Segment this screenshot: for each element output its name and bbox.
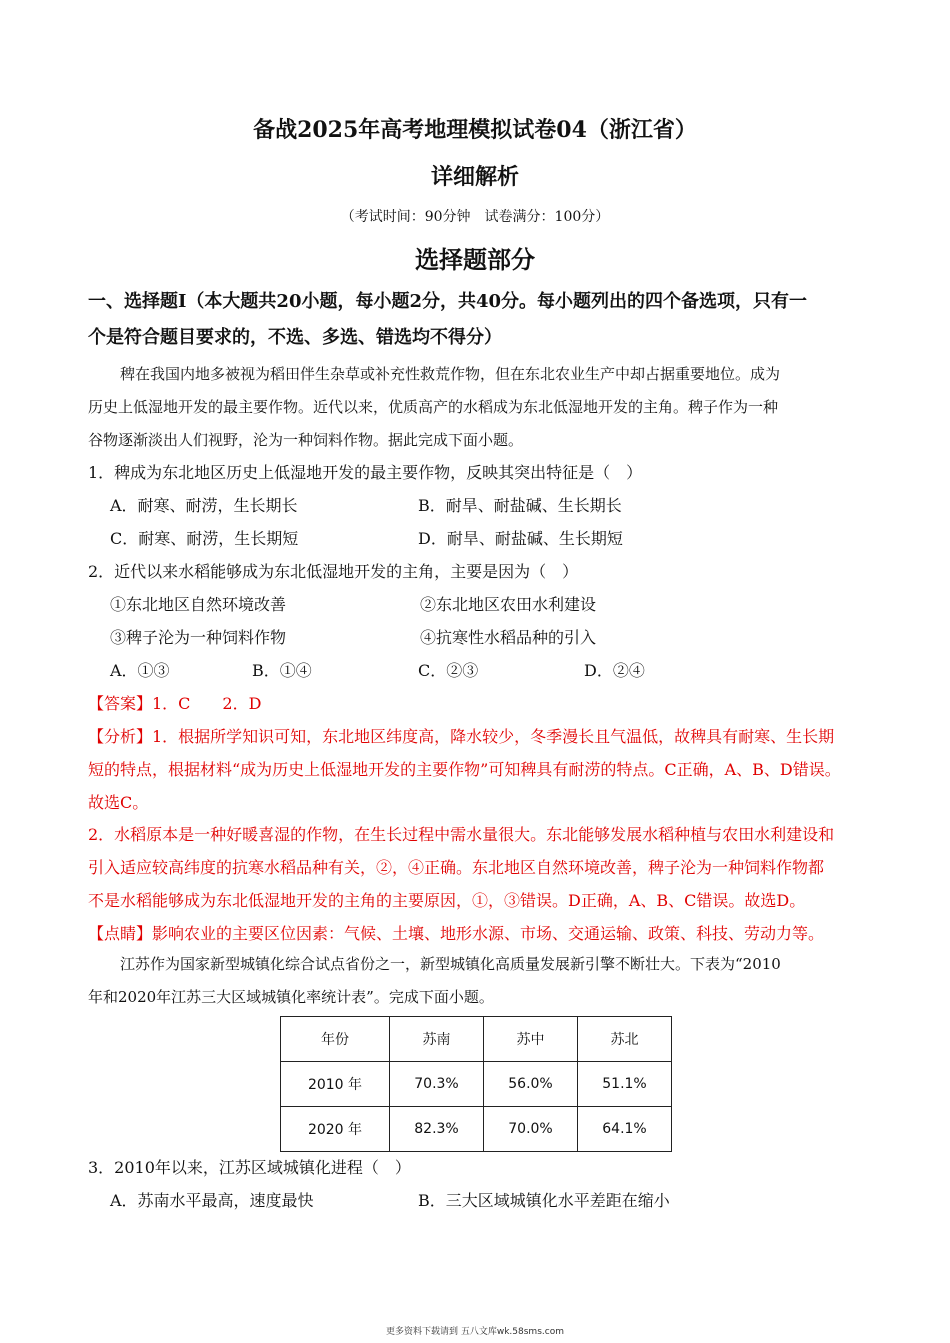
- section-title: 选择题部分: [415, 245, 535, 274]
- question-1-option-c: C．耐寒、耐涝，生长期短: [110, 529, 299, 548]
- question-1-option-a: A．耐寒、耐涝，生长期长: [110, 496, 298, 515]
- question-3-option-a: A．苏南水平最高，速度最快: [110, 1191, 314, 1210]
- table-cell: 70.0%: [484, 1107, 578, 1152]
- instructions-line-1: 一、选择题I（本大题共20小题，每小题2分，共40分。每小题列出的四个备选项，只有一: [88, 291, 808, 312]
- question-3-option-b: B．三大区域城镇化水平差距在缩小: [418, 1191, 670, 1210]
- question-1-stem: 1．稗成为东北地区历史上低湿地开发的最主要作物，反映其突出特征是（ ）: [88, 463, 643, 482]
- question-2-option-b: B．①④: [252, 661, 312, 680]
- document-title: 备战2025年高考地理模拟试卷04（浙江省）: [253, 117, 697, 143]
- question-2-statement-2: ②东北地区农田水利建设: [420, 595, 597, 614]
- question-1-option-d: D．耐旱、耐盐碱、生长期短: [418, 529, 623, 548]
- answer-line: 【答案】1．C 2．D: [88, 694, 262, 713]
- analysis-line-1: 【分析】1．根据所学知识可知，东北地区纬度高，降水较少，冬季漫长且气温低，故稗具有耐寒、生长期: [88, 727, 835, 746]
- table-cell: 2020 年: [281, 1107, 390, 1152]
- urbanization-table: [280, 1016, 672, 1152]
- table-cell: 70.3%: [390, 1062, 484, 1107]
- analysis-line-3: 故选C。: [88, 793, 149, 812]
- passage1-line-2: 历史上低湿地开发的最主要作物。近代以来，优质高产的水稻成为东北低湿地开发的主角。稗子作为一种: [88, 398, 779, 416]
- question-3-stem: 3．2010年以来，江苏区域城镇化进程（ ）: [88, 1158, 411, 1177]
- table-cell: 51.1%: [578, 1062, 672, 1107]
- passage2-line-2: 年和2020年江苏三大区域城镇化率统计表”。完成下面小题。: [88, 988, 494, 1006]
- table-cell: 64.1%: [578, 1107, 672, 1152]
- question-2-option-d: D．②④: [584, 661, 645, 680]
- table-cell: 2010 年: [281, 1062, 390, 1107]
- passage1-line-1: 稗在我国内地多被视为稻田伴生杂草或补充性救荒作物，但在东北农业生产中却占据重要地位。成为: [120, 365, 781, 383]
- passage2-line-1: 江苏作为国家新型城镇化综合试点省份之一，新型城镇化高质量发展新引擎不断壮大。下表为“2010: [120, 955, 781, 973]
- table-header-row: [281, 1017, 672, 1062]
- analysis-line-6: 不是水稻能够成为东北低湿地开发的主角的主要原因，①，③错误。D正确，A、B、C错误。故选D。: [88, 891, 806, 910]
- question-2-statement-3: ③稗子沦为一种饲料作物: [110, 628, 287, 647]
- question-2-option-c: C．②③: [418, 661, 479, 680]
- exam-info: （考试时间：90分钟 试卷满分：100分）: [340, 209, 610, 225]
- table-row: [281, 1062, 672, 1107]
- table-header-cell: 年份: [281, 1017, 390, 1062]
- analysis-line-5: 引入适应较高纬度的抗寒水稻品种有关，②，④正确。东北地区自然环境改善，稗子沦为一种饲料作物都: [88, 858, 825, 877]
- document-subtitle: 详细解析: [430, 164, 519, 190]
- passage1-line-3: 谷物逐渐淡出人们视野，沦为一种饲料作物。据此完成下面小题。: [88, 431, 524, 449]
- table-cell: 82.3%: [390, 1107, 484, 1152]
- analysis-line-2: 短的特点，根据材料“成为历史上低湿地开发的主要作物”可知稗具有耐涝的特点。C正确，A、B、D错误。: [88, 760, 841, 779]
- question-1-option-b: B．耐旱、耐盐碱、生长期长: [418, 496, 622, 515]
- analysis-note: 【点睛】影响农业的主要区位因素：气候、土壤、地形水源、市场、交通运输、政策、科技、劳动力等。: [88, 924, 825, 943]
- table-row: [281, 1107, 672, 1152]
- page-footer: 更多资料下载请到 五八文库wk.58sms.com: [386, 1327, 564, 1337]
- table-cell: 56.0%: [484, 1062, 578, 1107]
- table-header-cell: 苏南: [390, 1017, 484, 1062]
- table-header-cell: 苏中: [484, 1017, 578, 1062]
- instructions-line-2: 个是符合题目要求的，不选、多选、错选均不得分）: [88, 327, 502, 348]
- table-header-cell: 苏北: [578, 1017, 672, 1062]
- question-2-option-a: A．①③: [110, 661, 170, 680]
- question-2-stem: 2．近代以来水稻能够成为东北低湿地开发的主角，主要是因为（ ）: [88, 562, 579, 581]
- question-2-statement-4: ④抗寒性水稻品种的引入: [420, 628, 597, 647]
- analysis-line-4: 2．水稻原本是一种好暖喜湿的作物，在生长过程中需水量很大。东北能够发展水稻种植与农田水利建设和: [88, 825, 835, 844]
- question-2-statement-1: ①东北地区自然环境改善: [110, 595, 287, 614]
